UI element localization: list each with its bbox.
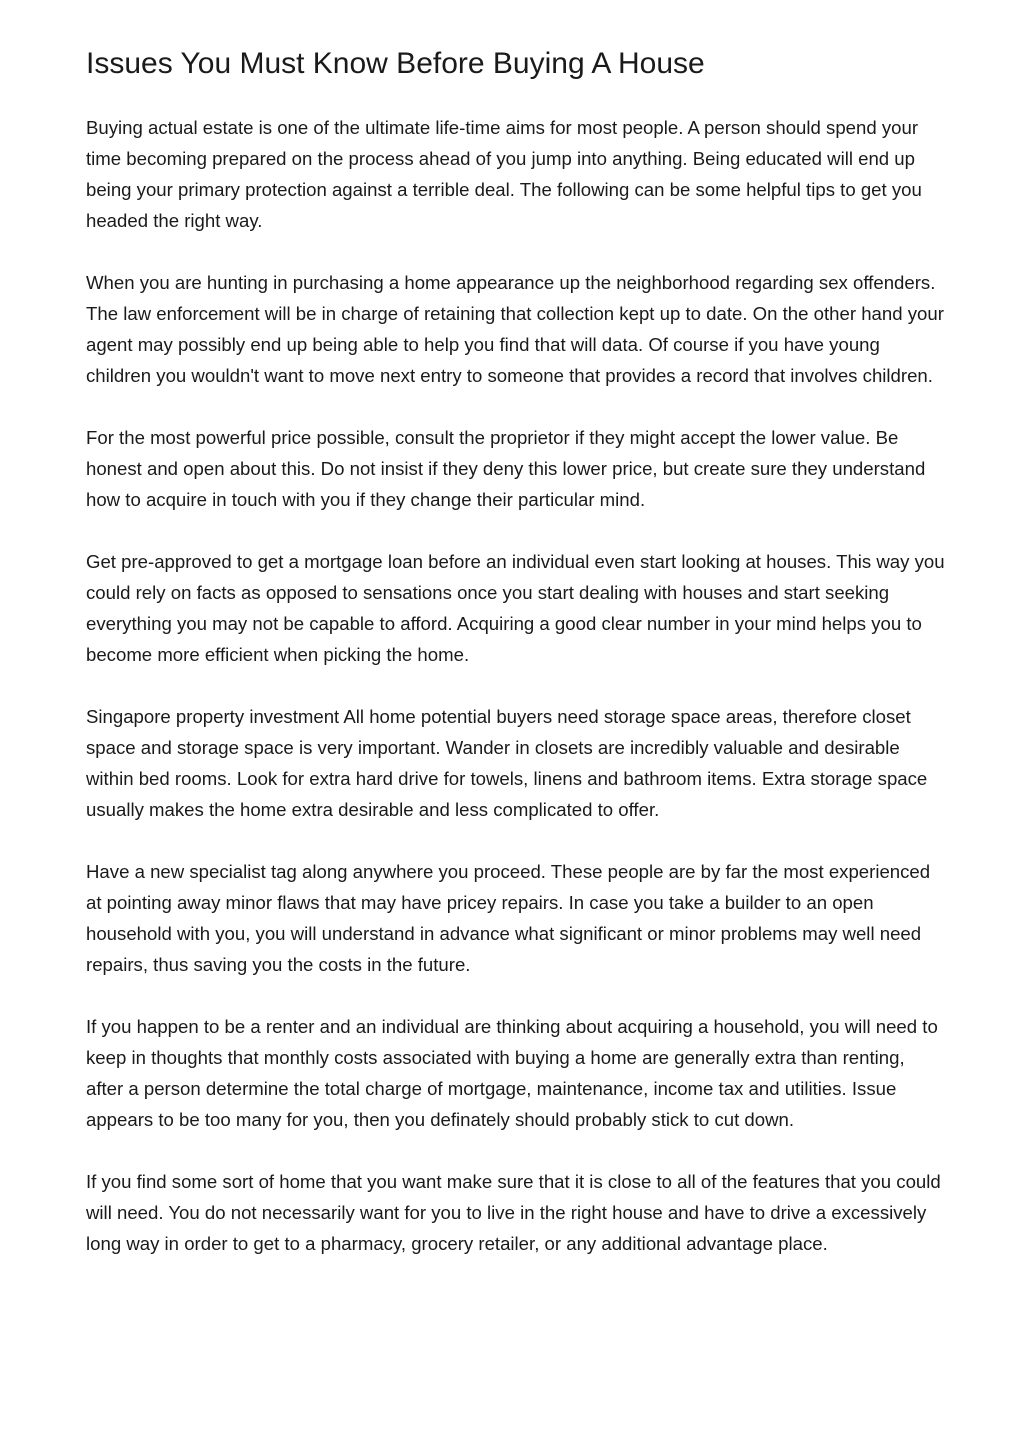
paragraph-5: Singapore property investment All home potential buyers need storage space areas, therefore closet space and storage space is very important. Wander in closets are incredibly valuable and desirable within bed rooms. Look for extra hard drive for towels, linens and bathroom items. Extra storage space usually makes the home extra desirable and less complicated to offer. <box>86 706 928 820</box>
paragraph-6: Have a new specialist tag along anywhere you proceed. These people are by far the most experienced at pointing away minor flaws that may have pricey repairs. In case you take a builder to an open household with you, you will understand in advance what significant or minor problems may well need repairs, thus saving you the costs in the future. <box>86 861 931 975</box>
paragraph-2: When you are hunting in purchasing a home appearance up the neighborhood regarding sex offenders. The law enforcement will be in charge of retaining that collection kept up to date. On the other hand your agent may possibly end up being able to help you find that will data. Of course if you have young children you wouldn't want to move next entry to someone that provides a record that involves children. <box>86 272 944 386</box>
paragraph-1: Buying actual estate is one of the ultimate life-time aims for most people. A person should spend your time becoming prepared on the process ahead of you jump into anything. Being educated will end up being your primary protection against a terrible deal. The following can be some helpful tips to get you headed the right way. <box>86 117 922 231</box>
paragraph-3: For the most powerful price possible, consult the proprietor if they might accept the lower value. Be honest and open about this. Do not insist if they deny this lower price, but create sure they understand how to acquire in touch with you if they change their particular mind. <box>86 427 926 510</box>
paragraph-7: If you happen to be a renter and an individual are thinking about acquiring a household, you will need to keep in thoughts that monthly costs associated with buying a home are generally extra than renting, after a person determine the total charge of mortgage, maintenance, income tax and utilities. Issue appears to be too many for you, then you definately should probably stick to cut down. <box>86 1016 938 1130</box>
document-page <box>86 44 946 1290</box>
page-title: Issues You Must Know Before Buying A House <box>86 47 705 80</box>
paragraph-4: Get pre-approved to get a mortgage loan before an individual even start looking at houses. This way you could rely on facts as opposed to sensations once you start dealing with houses and start seeking everything you may not be capable to afford. Acquiring a good clear number in your mind helps you to become more efficient when picking the home. <box>86 551 945 665</box>
paragraph-8: If you find some sort of home that you want make sure that it is close to all of the features that you could will need. You do not necessarily want for you to live in the right house and have to drive a excessively long way in order to get to a pharmacy, grocery retailer, or any additional advantage place. <box>86 1171 941 1254</box>
